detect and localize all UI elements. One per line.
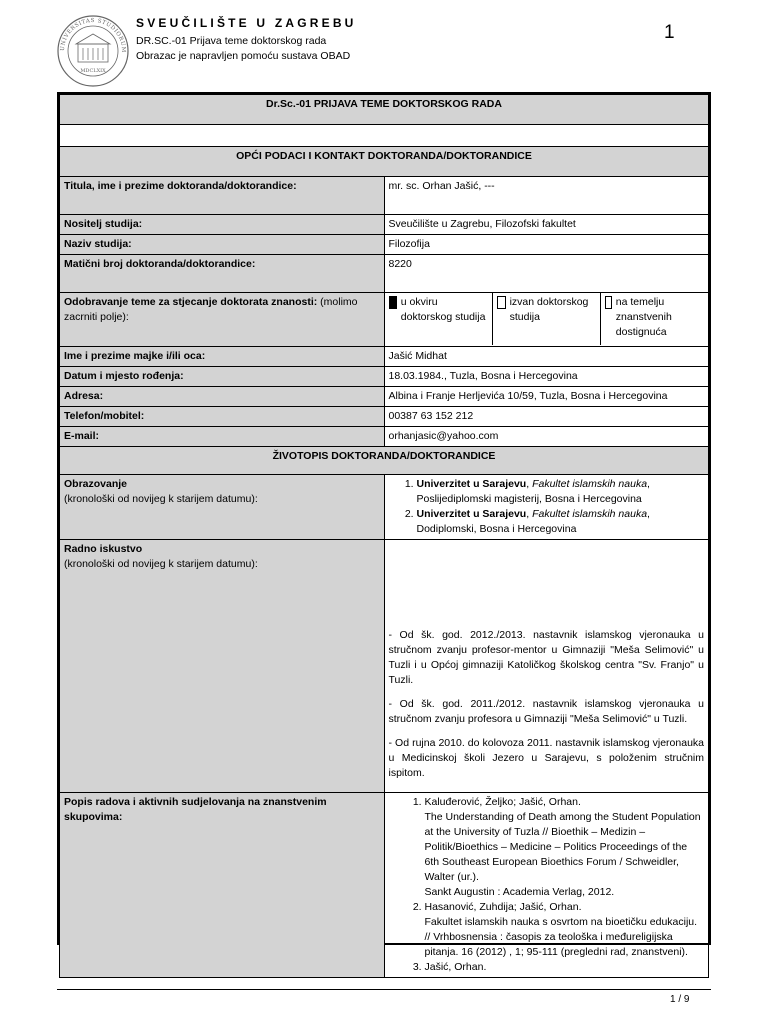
maticni-label: Matični broj doktoranda/doktorandice: — [64, 258, 256, 270]
checkbox-checked-icon[interactable] — [389, 296, 397, 309]
form-code: DR.SC.-01 Prijava teme doktorskog rada — [136, 35, 327, 47]
row-majka — [60, 347, 709, 367]
work-entry: - Od šk. god. 2011./2012. nastavnik islamskog vjeronauka u stručnom zvanju profesora u Gimnaziji "Meša Selimović" u Tuzli. — [388, 698, 704, 725]
obrazovanje-label: Obrazovanje — [64, 478, 128, 490]
row-datum — [60, 367, 709, 387]
option-scientific-achievements[interactable]: na temelju znanstvenih dostignuća — [600, 293, 708, 345]
form-note: Obrazac je napravljen pomoću sustava OBAD — [136, 50, 351, 62]
list-item: 2. Univerzitet u Sarajevu, Fakultet islamskih nauka, Dodiplomski, Bosna i Hercegovina — [417, 507, 705, 537]
odobravanje-label: Odobravanje teme za stjecanje doktorata znanosti: — [64, 296, 318, 308]
adresa-label: Adresa: — [64, 390, 104, 402]
nositelj-value: Sveučilište u Zagrebu, Filozofski fakultet — [384, 215, 709, 235]
row-odobravanje — [60, 293, 709, 347]
naziv-value: Filozofija — [384, 235, 709, 255]
email-value: orhanjasic@yahoo.com — [384, 427, 709, 447]
row-titula — [60, 177, 709, 215]
telefon-value: 00387 63 152 212 — [384, 407, 709, 427]
adresa-value: Albina i Franje Herljevića 10/59, Tuzla, Bosna i Hercegovina — [384, 387, 709, 407]
telefon-label: Telefon/mobitel: — [64, 410, 145, 422]
datum-label: Datum i mjesto rođenja: — [64, 370, 184, 382]
education-list — [417, 477, 705, 537]
option-outside-program[interactable]: izvan doktorskog studija — [492, 293, 600, 345]
row-radno — [60, 540, 709, 793]
majka-value: Jašić Midhat — [384, 347, 709, 367]
maticni-value: 8220 — [384, 255, 709, 293]
row-obrazovanje — [60, 475, 709, 540]
checkbox-empty-icon[interactable] — [605, 296, 612, 309]
form-title: Dr.Sc.-01 PRIJAVA TEME DOKTORSKOG RADA — [60, 95, 709, 125]
radno-label: Radno iskustvo — [64, 543, 143, 555]
page-header — [56, 12, 716, 90]
publications-list — [425, 795, 705, 975]
row-naziv — [60, 235, 709, 255]
nositelj-label: Nositelj studija: — [64, 218, 143, 230]
page-number: 1 — [664, 22, 675, 43]
list-item: 3. Jašić, Orhan. — [425, 960, 705, 975]
row-telefon — [60, 407, 709, 427]
section-general-title: OPĆI PODACI I KONTAKT DOKTORANDA/DOKTORANDICE — [60, 147, 709, 177]
radno-note: (kronološki od novijeg k starijem datumu): — [64, 558, 258, 570]
option-within-program[interactable]: u okviru doktorskog studija — [385, 293, 492, 345]
section-cv-title: ŽIVOTOPIS DOKTORANDA/DOKTORANDICE — [60, 447, 709, 475]
list-item: 1. Univerzitet u Sarajevu, Fakultet islamskih nauka, Poslijediplomski magisterij, Bosna i Hercegovina — [417, 477, 705, 507]
footer-divider — [57, 989, 711, 990]
work-entry: - Od rujna 2010. do kolovoza 2011. nastavnik islamskog vjeronauka u Medicinskoj školi Jezero u Sarajevu, s položenim stručnim ispitom. — [388, 737, 704, 779]
list-item: 1. Kaluđerović, Željko; Jašić, Orhan. The Understanding of Death among the Student Population at the University of Tuzla // Bioethik – Medizin – Politik/Bioethics – Medicine – Politics Proceedings of the 6th Southeast European Bioethics Forum / Schweidler, Walter (ur.). Sankt Augustin : Academia Verlag, 2012. — [425, 795, 705, 900]
row-email — [60, 427, 709, 447]
university-name: SVEUČILIŠTE U ZAGREBU — [136, 16, 357, 30]
naziv-label: Naziv studija: — [64, 238, 132, 250]
list-item: 2. Hasanović, Zuhdija; Jašić, Orhan. Fakultet islamskih nauka s osvrtom na bioetičku edukaciju. // Vrhbosnensia : časopis za teološka i međureligijska pitanja. 16 (2012) , 1; 95-111 (pregledni rad, znanstveni). — [425, 900, 705, 960]
blank-row — [60, 125, 709, 147]
titula-label: Titula, ime i prezime doktoranda/doktorandice: — [64, 180, 297, 192]
svg-text:UNIVERSITAS STUDIORUM ZAGRABIE: UNIVERSITAS STUDIORUM — [59, 17, 127, 54]
odobravanje-note: (molimo zacrniti polje): — [64, 296, 358, 323]
majka-label: Ime i prezime majke i/ili oca: — [64, 350, 206, 362]
datum-value: 18.03.1984., Tuzla, Bosna i Hercegovina — [384, 367, 709, 387]
row-popis — [60, 793, 709, 978]
row-adresa — [60, 387, 709, 407]
row-maticni — [60, 255, 709, 293]
row-nositelj — [60, 215, 709, 235]
titula-value: mr. sc. Orhan Jašić, --- — [384, 177, 709, 215]
checkbox-empty-icon[interactable] — [497, 296, 506, 309]
svg-text:MDCLXIX: MDCLXIX — [80, 68, 106, 74]
work-entry: - Od šk. god. 2012./2013. nastavnik islamskog vjeronauka u stručnom zvanju profesor-mentor u Gimnaziji "Meša Selimović" u Tuzli i u Općoj gimnaziji Katoličkog školskog centra "Sv. Franjo" u Tuzli. — [388, 629, 704, 686]
email-label: E-mail: — [64, 430, 100, 442]
popis-label: Popis radova i aktivnih sudjelovanja na znanstvenim skupovima: — [64, 796, 327, 823]
application-form — [57, 92, 711, 973]
page-pager: 1 / 9 — [670, 994, 690, 1005]
form-table — [59, 94, 709, 978]
obrazovanje-note: (kronološki od novijeg k starijem datumu): — [64, 493, 258, 505]
university-seal-icon — [56, 14, 130, 88]
